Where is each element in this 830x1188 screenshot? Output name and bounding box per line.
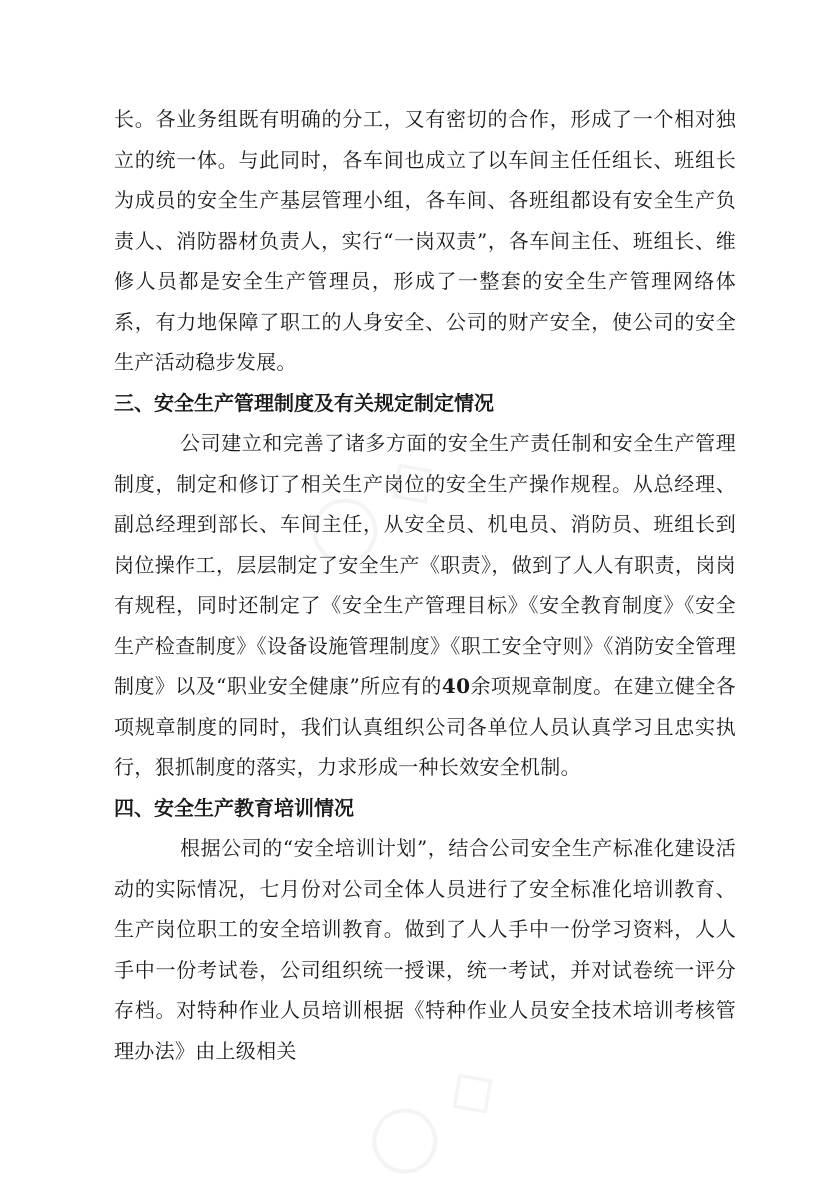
paragraph-organization: 长。各业务组既有明确的分工，又有密切的合作，形成了一个相对独立的统一体。与此同时，各车间也成立了以车间主任任组长、班组长为成员的安全生产基层管理小组，各车间、各班组都设有安全生产负责人、消防器材负责人，实行“一岗双责”，各车间主任、班组长、维修人员都是安全生产管理员，形成了一整套的安全生产管理网络体系，有力地保障了职工的人身安全、公司的财产安全，使公司的安全生产活动稳步发展。 <box>114 107 736 374</box>
paragraph-regulations-part-b: 余项规章制度。在建立健全各项规章制度的同时，我们认真组织公司各单位人员认真学习且忠实执行，狠抓制度的落实，力求形成一种长效安全机制。 <box>114 674 736 779</box>
paragraph-regulations <box>114 423 736 788</box>
document-body <box>114 99 736 1071</box>
paragraph-training: 根据公司的“安全培训计划”，结合公司安全生产标准化建设活动的实际情况，七月份对公司全体人员进行了安全标准化培训教育、生产岗位职工的安全培训教育。做到了人人手中一份学习资料，人人手中一份考试卷，公司组织统一授课，统一考试，并对试卷统一评分存档。对特种作业人员培训根据《特种作业人员安全技术培训考核管理办法》由上级相关 <box>114 836 736 1063</box>
watermark-logo: ◯ ◇ <box>291 435 452 579</box>
paragraph-regulations-part-a: 公司建立和完善了诸多方面的安全生产责任制和安全生产管理制度，制定和修订了相关生产岗位的安全生产操作规程。从总经理、副总经理到部长、车间主任，从安全员、机电员、消防员、班组长到岗位操作工，层层制定了安全生产《职责》，做到了人人有职责，岗岗有规程，同时还制定了《安全生产管理目标》《安全教育制度》《安全生产检查制度》《设备设施管理制度》《职工安全守则》《消防安全管理制度》以及“职业安全健康”所应有的 <box>114 431 736 698</box>
section-heading-3: 三、安全生产管理制度及有关规定制定情况 <box>114 390 494 415</box>
regulation-count: 40 <box>441 674 471 698</box>
watermark-logo-2: ◯ ◇ <box>351 1045 512 1188</box>
section-heading-4: 四、安全生产教育培训情况 <box>114 795 354 820</box>
